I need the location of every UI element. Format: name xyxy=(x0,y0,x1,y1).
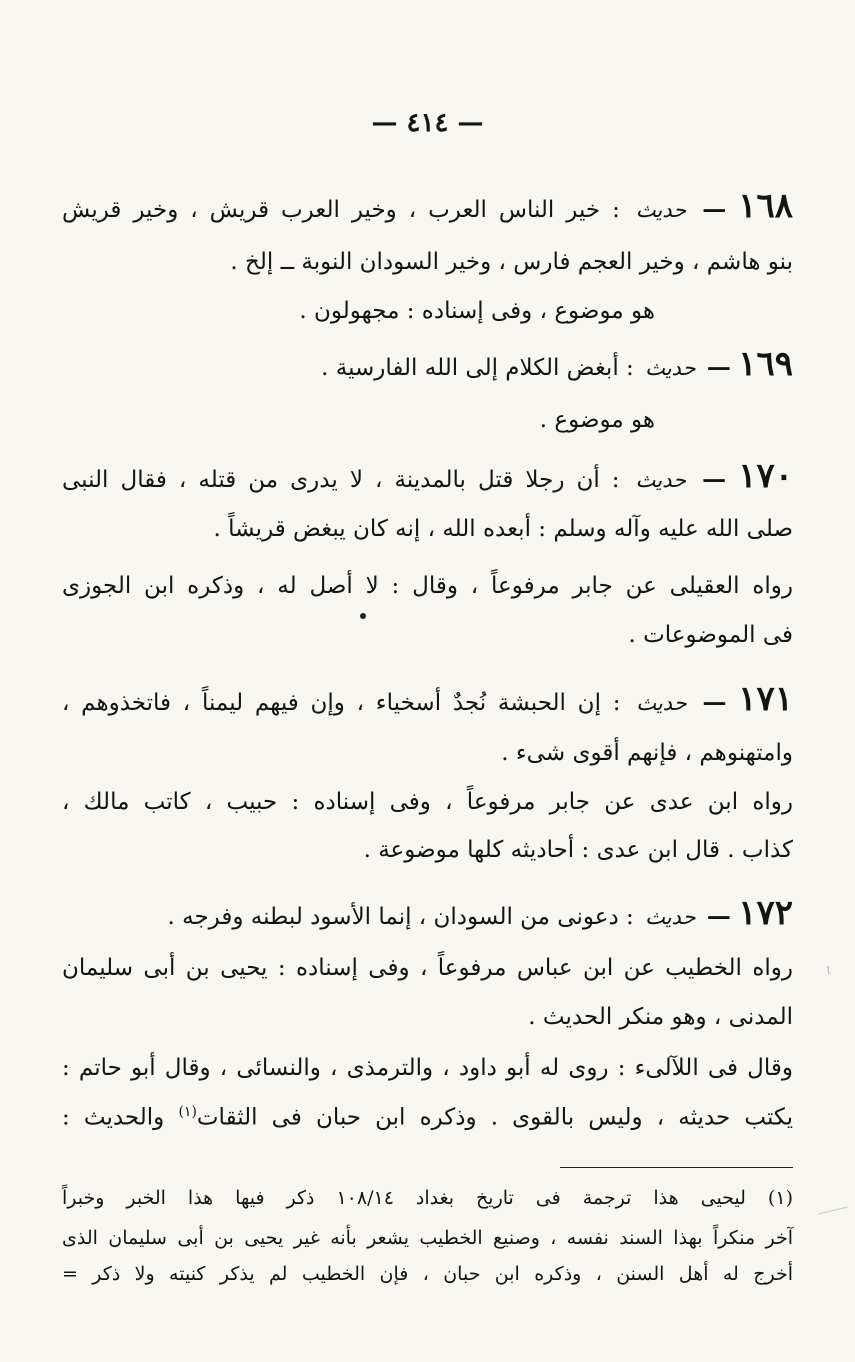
hadith-label: حديث xyxy=(635,198,687,222)
ink-dot xyxy=(360,613,366,619)
entry-text: : خير الناس العرب ، وخير العرب قريش ، وخير قريش xyxy=(62,197,620,223)
entry-172-comment-2: المدنى ، وهو منكر الحديث . xyxy=(528,1004,793,1030)
entry-number: ١٧٠ xyxy=(738,456,794,496)
entry-170-comment-2: فى الموضوعات . xyxy=(628,622,793,648)
entry-text: : أبغض الكلام إلى الله الفارسية . xyxy=(321,355,634,381)
entry-number: ١٧١ xyxy=(738,679,793,719)
entry-168-line-2: بنو هاشم ، وخير العجم فارس ، وخير السودان النوبة ــ إلخ . xyxy=(230,249,793,275)
entry-172-comment-4 xyxy=(62,1104,793,1132)
scan-mark xyxy=(818,1206,847,1214)
entry-169-line-1 xyxy=(321,344,793,385)
entry-number: ١٧٢ xyxy=(738,893,793,933)
hadith-label: حديث xyxy=(635,468,687,492)
entry-170-comment-1: رواه العقيلى عن جابر مرفوعاً ، وقال : لا أصل له ، وذكره ابن الجوزى xyxy=(62,573,793,599)
entry-170-line-1 xyxy=(62,456,793,497)
footnote-line-3: أخرج له أهل السنن ، وذكره ابن حبان ، فإن الخطيب لم يذكر كنيته ولا ذكر = xyxy=(62,1263,793,1285)
entry-171-comment-2: كذاب . قال ابن عدى : أحاديثه كلها موضوعة . xyxy=(363,837,793,863)
entry-number: ١٦٨ xyxy=(738,186,794,226)
entry-text: يكتب حديثه ، وليس بالقوى . وذكره ابن حبان فى الثقات xyxy=(196,1104,794,1131)
entry-168-line-1 xyxy=(62,186,793,227)
footnote-reference: (١) xyxy=(178,1104,197,1120)
entry-number: ١٦٩ xyxy=(738,344,793,384)
entry-172-comment-3: وقال فى اللآلىء : روى له أبو داود ، والترمذى ، والنسائى ، وقال أبو حاتم : xyxy=(62,1055,793,1081)
dash-separator: — xyxy=(702,464,727,493)
entry-170-line-2: صلى الله عليه وآله وسلم : أبعده الله ، إنه كان يبغض قريشاً . xyxy=(213,516,793,542)
entry-text: : إن الحبشة نُجدٌ أسخياء ، وإن فيهم ليمناً ، فاتخذوهم ، xyxy=(62,690,621,716)
entry-text: والحديث : xyxy=(62,1104,165,1131)
hadith-label: حديث xyxy=(645,905,696,929)
hadith-label: حديث xyxy=(636,691,687,715)
entry-172-line-1 xyxy=(168,893,794,934)
scan-mark: ι xyxy=(826,962,832,978)
entry-172-comment-1: رواه الخطيب عن ابن عباس مرفوعاً ، وفى إسناده : يحيى بن أبى سليمان xyxy=(62,955,793,981)
dash-separator: — xyxy=(706,901,731,930)
dash-separator: — xyxy=(702,687,727,716)
entry-169-comment: هو موضوع . xyxy=(539,407,655,433)
entry-171-line-1 xyxy=(62,679,793,720)
footnote-line-2: آخر منكراً بهذا السند نفسه ، وصنيع الخطيب يشعر بأنه غير يحيى بن أبى سليمان الذى xyxy=(62,1227,793,1249)
dash-separator: — xyxy=(706,352,731,381)
footnote-line-1: (١) ليحيى هذا ترجمة فى تاريخ بغداد ١٠٨/١٤ ذكر فيها هذا الخبر وخبراً xyxy=(62,1187,793,1209)
page-number: — ٤١٤ — xyxy=(371,108,484,138)
dash-separator: — xyxy=(702,194,727,223)
entry-text: : دعونى من السودان ، إنما الأسود لبطنه وفرجه . xyxy=(167,904,634,930)
footnote-divider xyxy=(560,1167,793,1168)
entry-168-comment: هو موضوع ، وفى إسناده : مجهولون . xyxy=(299,298,655,324)
hadith-label: حديث xyxy=(645,356,696,380)
entry-text: : أن رجلا قتل بالمدينة ، لا يدرى من قتله ، فقال النبى xyxy=(62,467,620,493)
entry-171-comment-1: رواه ابن عدى عن جابر مرفوعاً ، وفى إسناده : حبيب ، كاتب مالك ، xyxy=(62,789,793,815)
entry-171-line-2: وامتهنوهم ، فإنهم أقوى شىء . xyxy=(501,740,793,766)
